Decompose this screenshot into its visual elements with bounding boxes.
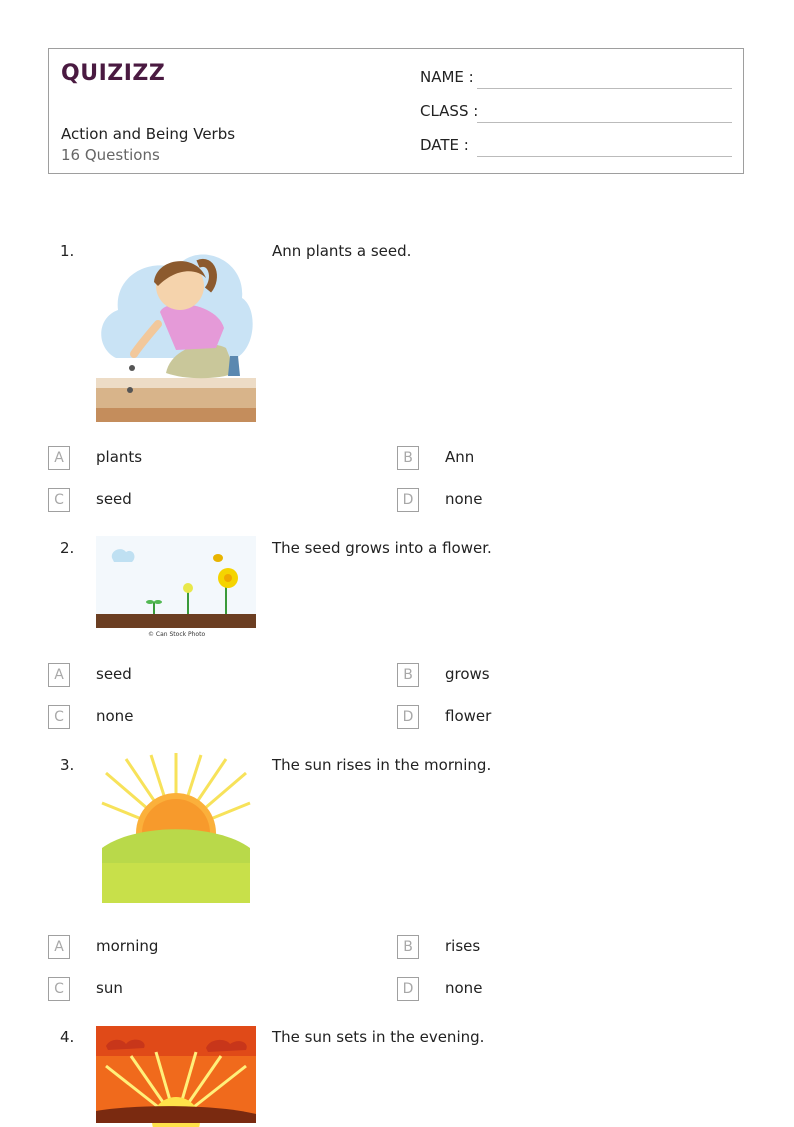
date-line[interactable]	[477, 156, 732, 157]
option-letter: D	[397, 488, 419, 512]
option-text: rises	[445, 937, 481, 955]
date-label: DATE :	[420, 136, 469, 154]
option-text: sun	[96, 979, 123, 997]
sunrise-image	[96, 753, 256, 905]
quizizz-logo	[61, 59, 166, 91]
option-letter: A	[48, 446, 70, 470]
option-letter: D	[397, 705, 419, 729]
option-letter: C	[48, 977, 70, 1001]
question-number: 1.	[60, 242, 75, 260]
question-number: 3.	[60, 756, 75, 774]
seed-growth-image	[96, 536, 256, 638]
option-letter: A	[48, 935, 70, 959]
quizizz-logo-mark	[61, 59, 166, 86]
question-text: The sun sets in the evening.	[272, 1028, 485, 1046]
question-number: 4.	[60, 1028, 75, 1046]
class-label: CLASS :	[420, 102, 479, 120]
option-text: seed	[96, 490, 132, 508]
option-letter: B	[397, 935, 419, 959]
option-letter: B	[397, 446, 419, 470]
option-text: plants	[96, 448, 143, 466]
option-letter: D	[397, 977, 419, 1001]
option-letter: C	[48, 488, 70, 512]
option-letter: A	[48, 663, 70, 687]
class-line[interactable]	[477, 122, 732, 123]
option-letter: C	[48, 705, 70, 729]
question-number: 2.	[60, 539, 75, 557]
question-text: The sun rises in the morning.	[272, 756, 492, 774]
class-field[interactable]	[420, 102, 478, 120]
option-text: Ann	[445, 448, 475, 466]
question-text: The seed grows into a flower.	[272, 539, 492, 557]
worksheet-header	[48, 48, 744, 174]
name-line[interactable]	[477, 88, 732, 89]
option-text: none	[96, 707, 134, 725]
option-text: morning	[96, 937, 159, 955]
option-letter: B	[397, 663, 419, 687]
option-text: none	[445, 490, 483, 508]
svg-text:QUIZIZZ: QUIZIZZ	[61, 61, 166, 86]
date-field[interactable]	[420, 136, 469, 154]
name-label: NAME :	[420, 68, 474, 86]
sunset-image	[96, 1026, 256, 1123]
question-count: 16 Questions	[61, 146, 160, 164]
name-field[interactable]	[420, 68, 474, 86]
option-text: seed	[96, 665, 132, 683]
option-text: none	[445, 979, 483, 997]
question-text: Ann plants a seed.	[272, 242, 412, 260]
girl-planting-seed-image	[96, 238, 256, 422]
image-caption: © Can Stock Photo	[148, 631, 206, 638]
option-text: flower	[445, 707, 492, 725]
option-text: grows	[445, 665, 490, 683]
worksheet-title: Action and Being Verbs	[61, 125, 236, 143]
